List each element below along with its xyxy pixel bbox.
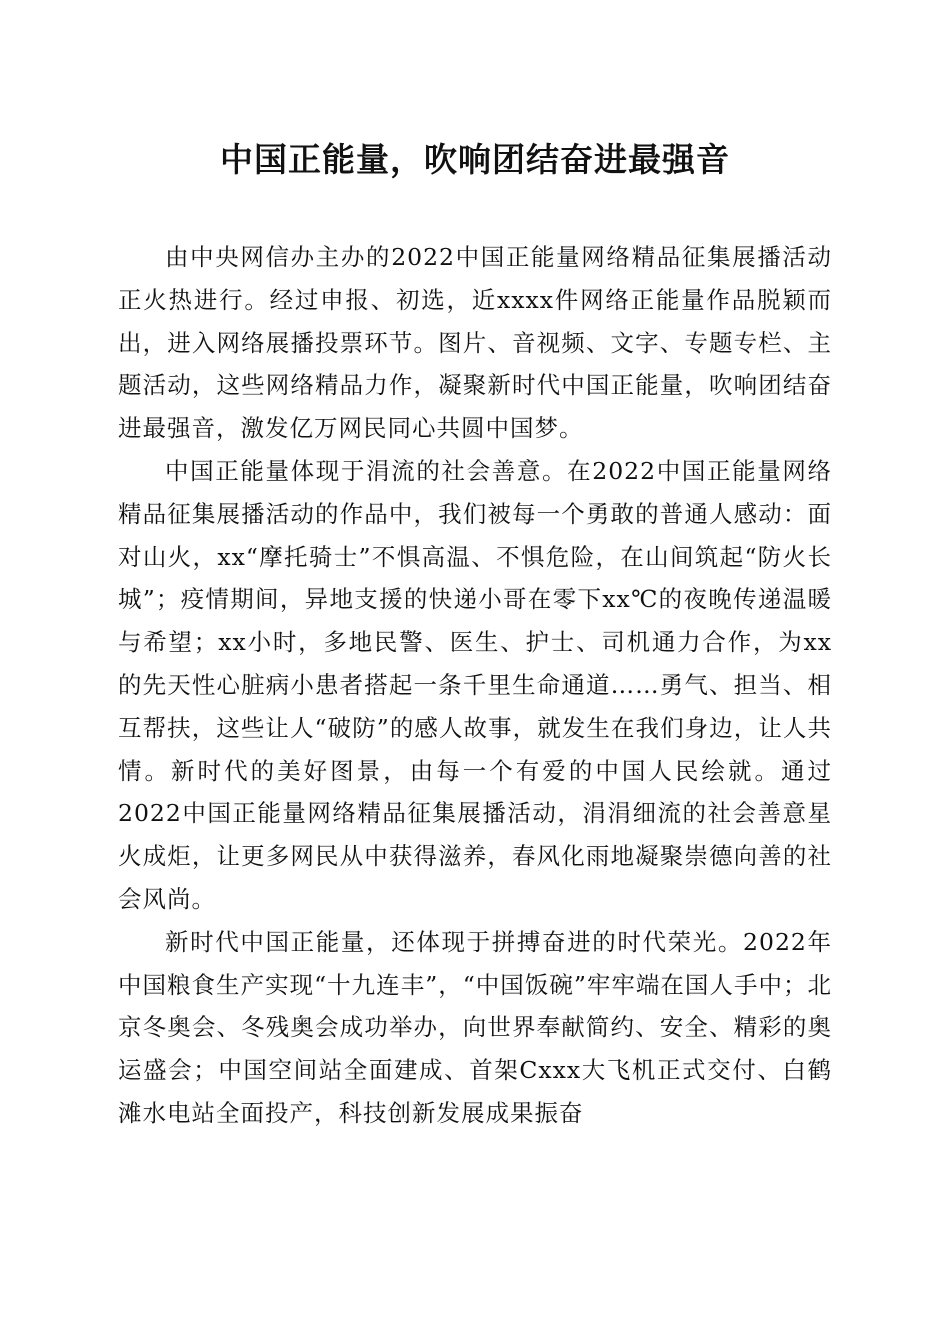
document-body (118, 236, 832, 1135)
document-title: 中国正能量，吹响团结奋进最强音 (220, 140, 730, 179)
paragraph-2: 中国正能量体现于涓流的社会善意。在2022中国正能量网络精品征集展播活动的作品中，我们被每一个勇敢的普通人感动：面对山火，xx“摩托骑士”不惧高温、不惧危险，在山间筑起“防火长城”；疫情期间，异地支援的快递小哥在零下xx℃的夜晚传递温暖与希望；xx小时，多地民警、医生、护士、司机通力合作，为xx的先天性心脏病小患者搭起一条千里生命通道……勇气、担当、相互帮扶，这些让人“破防”的感人故事，就发生在我们身边，让人共情。新时代的美好图景，由每一个有爱的中国人民绘就。通过2022中国正能量网络精品征集展播活动，涓涓细流的社会善意星火成炬，让更多网民从中获得滋养，春风化雨地凝聚崇德向善的社会风尚。 (118, 456, 832, 913)
paragraph-3: 新时代中国正能量，还体现于拼搏奋进的时代荣光。2022年中国粮食生产实现“十九连丰”，“中国饭碗”牢牢端在国人手中；北京冬奥会、冬残奥会成功举办，向世界奉献简约、安全、精彩的奥运盛会；中国空间站全面建成、首架Cxxx大飞机正式交付、白鹤滩水电站全面投产，科技创新发展成果振奋 (118, 927, 832, 1127)
paragraph-1: 由中央网信办主办的2022中国正能量网络精品征集展播活动正火热进行。经过申报、初选，近xxxx件网络正能量作品脱颖而出，进入网络展播投票环节。图片、音视频、文字、专题专栏、主题活动，这些网络精品力作，凝聚新时代中国正能量，吹响团结奋进最强音，激发亿万网民同心共圆中国梦。 (118, 243, 832, 443)
